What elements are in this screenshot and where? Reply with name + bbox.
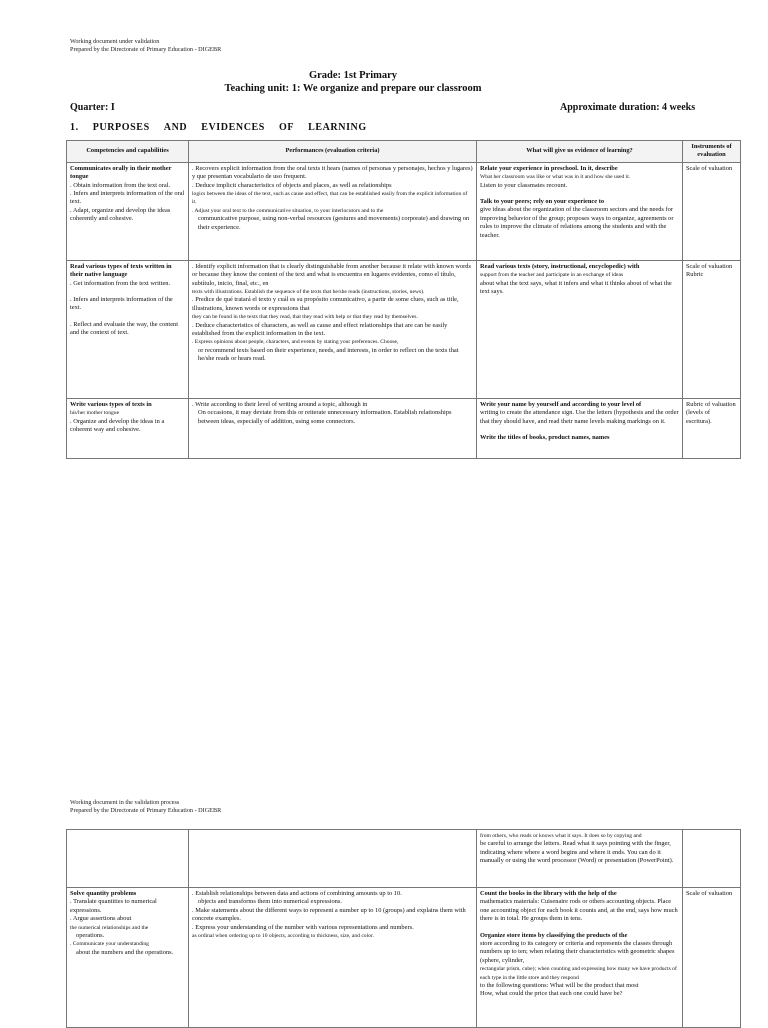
cell-text: mathematics materials: Cuisenaire rods or others accounting objects. Place one accounting object for each book it counts and, at the end, says how much there is in total. He groups them in tens. <box>480 898 678 923</box>
cell-text: his/her mother tongue <box>70 410 120 417</box>
cell-heading: Talk to your peers; rely on your experience to <box>480 198 605 206</box>
cell-text: Scale of valuation <box>686 890 733 897</box>
cell-heading: Write the titles of books, product names, names <box>480 434 610 442</box>
cell-text: . Obtain information from the text oral. <box>70 181 171 189</box>
document-page-2 <box>0 790 768 1024</box>
cell-text: store according to its category or criteria and represents the classes through numbers up to ten; when relating their characteristics with geometric shapes (sphere, cylinder, <box>480 940 675 964</box>
header-status: Working document in the validation process <box>70 799 180 806</box>
cell-text: . Get information from the text written. <box>70 279 171 287</box>
grade-title: Grade: 1st Primary <box>308 70 398 81</box>
cell-text: . Communicate your understanding <box>70 941 149 948</box>
section-number: 1. <box>70 122 79 133</box>
duration-label: Approximate duration: 4 weeks <box>560 102 696 113</box>
section-word: EVIDENCES <box>201 122 265 133</box>
section-word: OF <box>278 122 295 133</box>
cell-text: as ordinal when ordering up to 10 objects, according to thickness, size, and color. <box>192 933 374 940</box>
cell-text: communicative purpose, using non-verbal resources (gestures and movements) corporate) and drawing on their experience. <box>198 215 470 231</box>
cell-text: Scale of valuation <box>686 164 733 172</box>
cell-text: . Recovers explicit information from the oral texts it hears (names of personas y personajes, hechos y lugares) y que presentan vocabulario de uso frequent. <box>192 164 473 181</box>
cell-heading: Write your name by yourself and according to your level of <box>480 400 642 408</box>
instrument-cell <box>683 830 741 888</box>
performance-cell <box>189 830 477 888</box>
section-word: AND <box>163 122 188 133</box>
performance-cell <box>189 888 477 1028</box>
page-header <box>70 799 221 815</box>
cell-text: . Predice de qué tratará el texto y cuál es su propósito comunicativo, a partir de some clues, such as title, illustrations, known words or expressions that <box>192 296 459 312</box>
cell-heading: Read various texts (story, instructional, encyclopedic) with <box>480 262 640 270</box>
cell-text: . Argue assertions about <box>70 915 132 923</box>
cell-text: about the numbers and the operations. <box>76 948 174 956</box>
instrument-cell <box>683 398 741 458</box>
table-row <box>67 260 741 398</box>
cell-spacer <box>70 288 185 296</box>
cell-text: . Make statements about the different ways to represent a number up to 10 (groups) and explains them with concrete examples. <box>192 906 466 923</box>
cell-text: What her classroom was like or what was in it and how she used it. <box>480 174 631 181</box>
document-page-1 <box>0 0 768 470</box>
cell-heading: Write various types of texts in <box>70 400 152 408</box>
section-word: LEARNING <box>308 122 367 133</box>
cell-text: Listen to your classmates recount. <box>480 181 568 189</box>
learning-table <box>66 140 741 459</box>
column-header: Instruments of evaluation <box>683 141 741 163</box>
cell-text: they can be found in the texts that they read, that they read with help or that they read by themselves. <box>192 314 418 321</box>
cell-text: . Reflect and evaluate the way, the content and the context of text. <box>70 320 179 337</box>
cell-text: the numerical relationships and the <box>70 924 149 931</box>
evidence-cell <box>477 888 683 1028</box>
cell-text: . Adapt, organize and develop the ideas coherently and cohesive. <box>70 206 171 223</box>
page-header <box>70 38 221 54</box>
cell-text: . Organize and develop the ideas in a coherent way and cohesive. <box>70 417 165 434</box>
cell-heading: Count the books in the library with the help of the <box>480 890 617 897</box>
cell-text: . Deduce implicit characteristics of objects and places, as well as relationships <box>192 181 392 189</box>
competency-cell <box>67 162 189 260</box>
cell-heading: Organize store items by classifying the products of the <box>480 931 628 939</box>
performance-cell <box>189 260 477 398</box>
cell-spacer <box>70 313 185 321</box>
column-header: Competencies and capabilities <box>67 141 189 163</box>
instrument-cell <box>683 162 741 260</box>
column-header: Performances (evaluation criteria) <box>189 141 477 163</box>
cell-heading: Relate your experience in preschool. In it, describe <box>480 164 618 172</box>
cell-spacer <box>480 426 679 434</box>
cell-text: writing to create the attendance sign. Use the letters (hypothesis and the order that they should have, and read their name levels making markings on it. <box>480 409 679 425</box>
cell-text: Rubric of valuation (levels of escritura). <box>686 400 736 425</box>
cell-text: operations. <box>76 932 105 940</box>
performance-cell <box>189 162 477 260</box>
performance-cell <box>189 398 477 458</box>
cell-spacer <box>480 190 679 198</box>
quarter-label: Quarter: I <box>70 102 115 113</box>
cell-text: . Write according to their level of writing around a topic, although in <box>192 400 368 408</box>
evidence-cell <box>477 162 683 260</box>
table-row <box>67 162 741 260</box>
header-status: Working document under validation <box>70 38 160 45</box>
cell-text: rectangular prism, cube); when counting and expressing how many we have products of each type in the little store and they respond <box>480 966 677 981</box>
cell-text: . Infers and interprets information of the oral text. <box>70 190 185 206</box>
cell-heading: Read various types of texts written in their native language <box>70 262 172 279</box>
table-row <box>67 398 741 458</box>
unit-title: Teaching unit: 1: We organize and prepare our classroom <box>224 83 482 94</box>
cell-text: Scale of valuation Rubric <box>686 262 733 279</box>
cell-heading: Communicates orally in their mother tongue <box>70 164 172 181</box>
table-row <box>67 830 741 888</box>
cell-heading: Solve quantity problems <box>70 890 137 897</box>
cell-text: . Establish relationships between data and actions of combining amounts up to 10. <box>192 890 402 897</box>
cell-text: . Translate quantities to numerical expressions. <box>70 898 157 914</box>
evidence-cell <box>477 830 683 888</box>
cell-text: . Deduce characteristics of characters, as well as cause and effect relationships that are can be easily established from the explicit information in the text. <box>192 321 448 338</box>
section-heading <box>70 122 381 133</box>
competency-cell <box>67 830 189 888</box>
table-row <box>67 888 741 1028</box>
learning-table-continued <box>66 829 741 1028</box>
header-author: Prepared by the Directorate of Primary Education - DIGEBR <box>70 807 222 814</box>
cell-text: support from the teacher and participate in an exchange of ideas <box>480 272 624 279</box>
evidence-cell <box>477 260 683 398</box>
column-header: What will give us evidence of learning? <box>477 141 683 163</box>
cell-text: . Infers and interprets information of the text. <box>70 296 173 312</box>
cell-text: be careful to arrange the letters. Read what it says pointing with the finger, indicating where where a word begins and where it ends. You can do it manually or using the word processor (Word) or presentation (PowerPoint). <box>480 840 674 865</box>
cell-spacer <box>480 924 679 932</box>
header-author: Prepared by the Directorate of Primary Education - DIGEBR <box>70 46 222 53</box>
cell-text: . Express opinions about people, characters, and events by stating your preferences. Choose, <box>192 339 399 346</box>
competency-cell <box>67 888 189 1028</box>
instrument-cell <box>683 260 741 398</box>
cell-text: from others, who reads or knows what it says. It does so by copying and <box>480 833 642 839</box>
instrument-cell <box>683 888 741 1028</box>
cell-text: . Identify explicit information that is clearly distinguishable from another because it relate with known words or because they know the content of the text and what is encuentra en lugares evidentes, como el título, subtítulo, inicio, final, etc., en <box>192 262 471 287</box>
cell-text: objects and transforms them into numerical expressions. <box>198 898 342 906</box>
competency-cell <box>67 398 189 458</box>
cell-text: . Express your understanding of the number with various representations and numbers. <box>192 923 414 931</box>
cell-text: about what the text says, what it infers and what it thinks about of what the text says. <box>480 279 672 296</box>
cell-text: . Adjust your oral text to the communicative situation, to your interlocutors and to the <box>192 207 384 214</box>
cell-text: to the following questions: What will be the product that most <box>480 982 639 990</box>
section-word: PURPOSES <box>92 122 150 133</box>
cell-text: texts with illustrations. Establish the sequence of the texts that he/she reads (instructions, stories, news). <box>192 289 425 296</box>
cell-text: or recommend texts based on their experience, needs, and interests, in order to reflect on the texts that he/she reads or hears read. <box>198 346 459 363</box>
evidence-cell <box>477 398 683 458</box>
cell-text: On occasions, it may deviate from this or reiterate unnecessary information. Establish relationships between ideas, especially of addition, using some connectors. <box>198 409 452 425</box>
cell-text: give ideas about the organization of the classroom sectors and the needs for improving behavior of the group; proposes ways to organize, agreements or rules to improve the climate of relations among the students and with the teacher. <box>480 206 674 239</box>
cell-text: How, what could the price that each one could have be? <box>480 990 623 998</box>
competency-cell <box>67 260 189 398</box>
cell-text: logics between the ideas of the text, such as cause and effect, that can be established easily from the explicit information of it. <box>192 191 468 206</box>
